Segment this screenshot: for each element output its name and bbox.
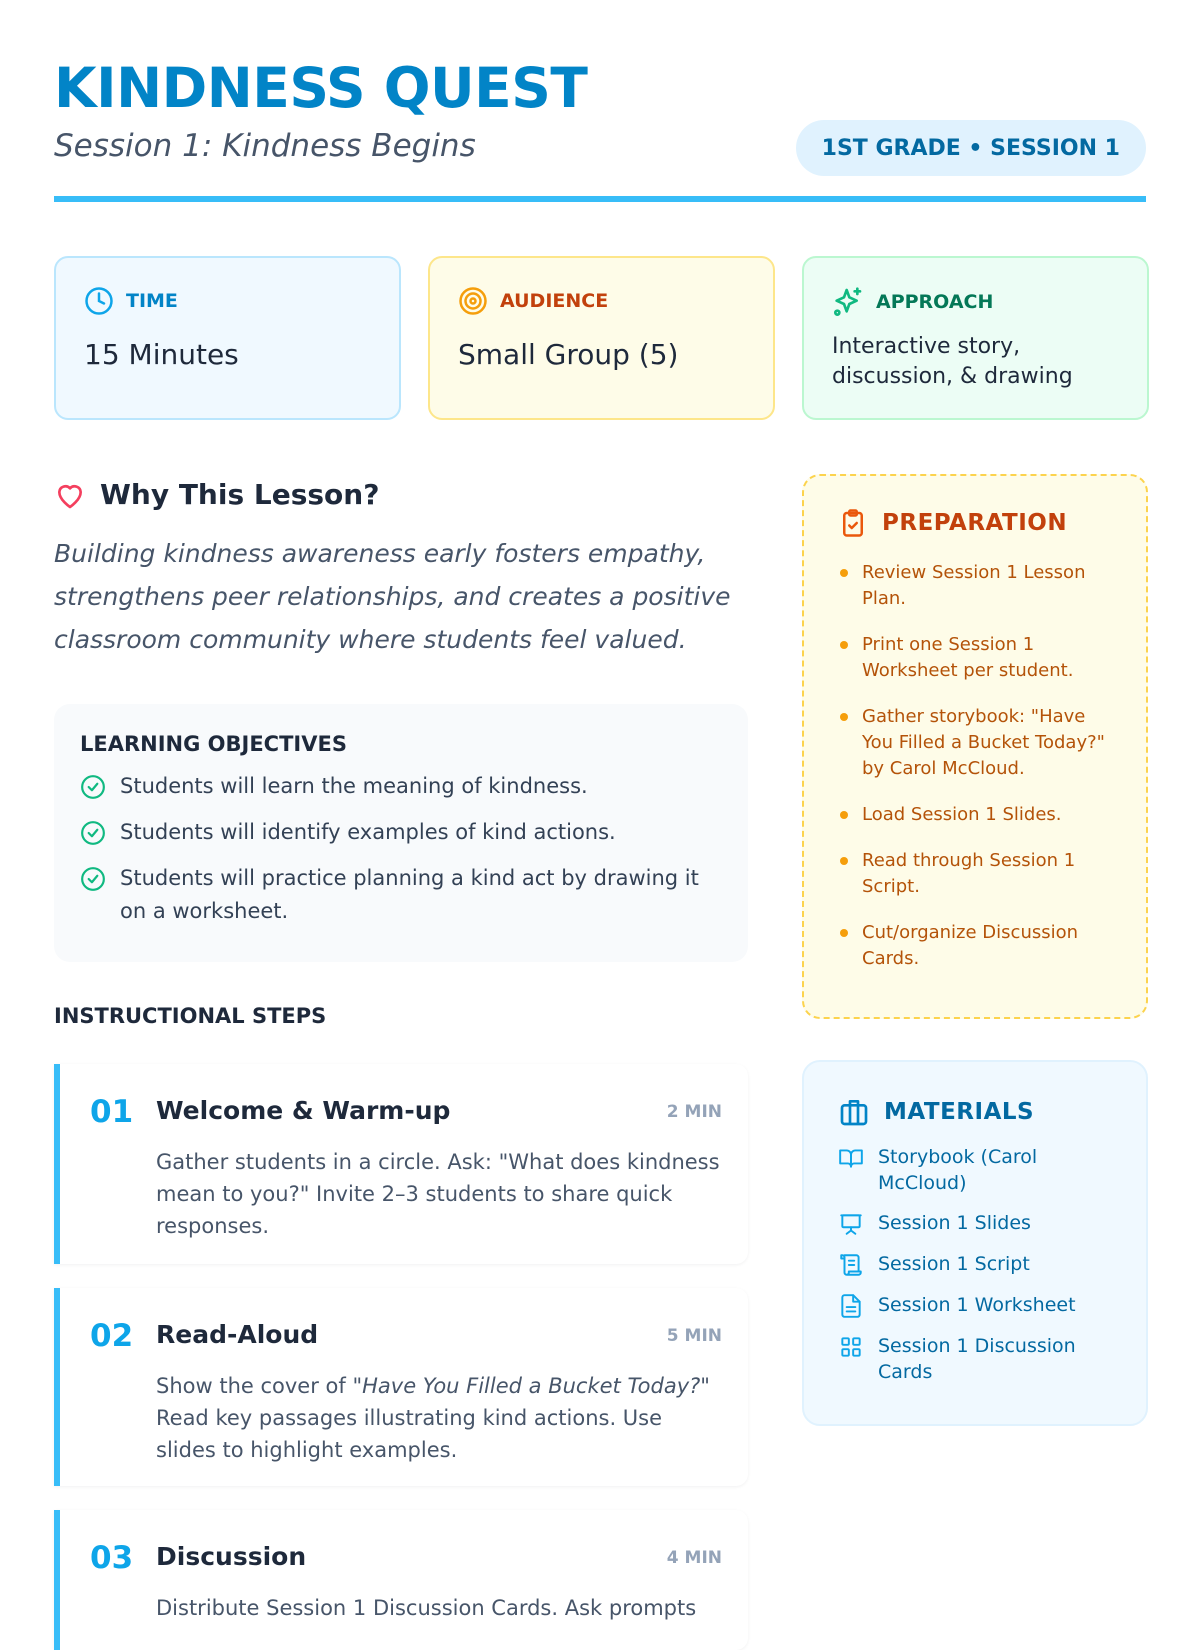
material-item [838, 1144, 1124, 1196]
material-item [838, 1210, 1124, 1237]
target-icon [458, 286, 488, 316]
grade-session-badge: 1ST GRADE • SESSION 1 [796, 120, 1146, 176]
check-circle-icon [80, 820, 106, 846]
why-title: Why This Lesson? [100, 478, 380, 511]
step-card-1 [54, 1064, 748, 1264]
objective-item [80, 770, 722, 803]
objective-item [80, 816, 722, 849]
briefcase-icon [838, 1096, 870, 1128]
step-number: 03 [90, 1540, 134, 1576]
materials-panel [802, 1060, 1148, 1426]
step-duration: 5 MIN [666, 1326, 722, 1346]
preparation-title: PREPARATION [882, 510, 1068, 536]
time-value: 15 Minutes [84, 338, 239, 371]
step-title: Discussion [156, 1542, 307, 1571]
clipboard-check-icon [838, 508, 868, 538]
prep-item: Load Session 1 Slides. [838, 802, 1122, 828]
preparation-panel [802, 474, 1148, 1019]
objective-text: Students will learn the meaning of kindness. [120, 774, 588, 798]
objective-text: Students will identify examples of kind actions. [120, 820, 616, 844]
materials-heading [838, 1096, 1124, 1128]
audience-label: AUDIENCE [500, 290, 609, 312]
file-text-icon [838, 1293, 864, 1319]
step-description [156, 1370, 722, 1466]
page-header [54, 50, 1146, 202]
step-card-3 [54, 1510, 748, 1650]
learning-objectives [54, 704, 748, 962]
time-label: TIME [126, 290, 178, 312]
check-circle-icon [80, 866, 106, 892]
check-circle-icon [80, 774, 106, 800]
approach-value: Interactive story, discussion, & drawing [832, 334, 1073, 389]
prep-item: Cut/organize Discussion Cards. [838, 920, 1122, 972]
step-description-lead: Show the cover of [156, 1374, 353, 1398]
objectives-heading: LEARNING OBJECTIVES [80, 732, 347, 756]
step-title: Welcome & Warm-up [156, 1096, 451, 1125]
time-card [54, 256, 401, 420]
prep-item: Review Session 1 Lesson Plan. [838, 560, 1122, 612]
objective-item [80, 862, 722, 928]
why-description: Building kindness awareness early fosters empathy, strengthens peer relationships, and creates a positive classroom community where students feel valued. [54, 539, 731, 654]
material-label: Storybook (Carol McCloud) [878, 1146, 1038, 1194]
material-item [838, 1292, 1124, 1319]
page-subtitle: Session 1: Kindness Begins [54, 128, 476, 164]
step-description-rest: Read key passages illustrating kind actions. Use slides to highlight examples. [156, 1406, 663, 1462]
step-duration: 4 MIN [666, 1548, 722, 1568]
grid-icon [838, 1334, 864, 1360]
heart-icon [54, 479, 86, 511]
materials-title: MATERIALS [884, 1099, 1035, 1125]
step-number: 02 [90, 1318, 134, 1354]
prep-item: Read through Session 1 Script. [838, 848, 1122, 900]
sparkles-icon [832, 286, 864, 318]
prep-item: Print one Session 1 Worksheet per student. [838, 632, 1122, 684]
material-label: Session 1 Worksheet [878, 1294, 1076, 1316]
material-label: Session 1 Slides [878, 1212, 1031, 1234]
page-title: KINDNESS QUEST [54, 56, 588, 120]
audience-card [428, 256, 775, 420]
approach-label: APPROACH [876, 291, 994, 313]
book-open-icon [838, 1145, 864, 1171]
material-item [838, 1333, 1124, 1385]
why-heading [54, 478, 379, 511]
audience-value: Small Group (5) [458, 338, 679, 371]
step-description: Gather students in a circle. Ask: "What does kindness mean to you?" Invite 2–3 students to share quick responses. [156, 1150, 720, 1238]
prep-item: Gather storybook: "Have You Filled a Bucket Today?" by Carol McCloud. [838, 704, 1122, 782]
clock-icon [84, 286, 114, 316]
steps-heading: INSTRUCTIONAL STEPS [54, 1004, 327, 1028]
step-card-2 [54, 1288, 748, 1486]
step-number: 01 [90, 1094, 134, 1130]
book-title: "Have You Filled a Bucket Today?" [352, 1374, 710, 1398]
material-label: Session 1 Script [878, 1253, 1030, 1275]
step-description: Distribute Session 1 Discussion Cards. Ask prompts [156, 1596, 697, 1620]
step-title: Read-Aloud [156, 1320, 319, 1349]
material-label: Session 1 Discussion Cards [878, 1335, 1076, 1383]
material-item [838, 1251, 1124, 1278]
step-duration: 2 MIN [666, 1102, 722, 1122]
presentation-icon [838, 1211, 864, 1237]
objective-text: Students will practice planning a kind act by drawing it on a worksheet. [120, 866, 699, 923]
preparation-heading [838, 508, 1122, 538]
scroll-icon [838, 1252, 864, 1278]
approach-card [802, 256, 1149, 420]
